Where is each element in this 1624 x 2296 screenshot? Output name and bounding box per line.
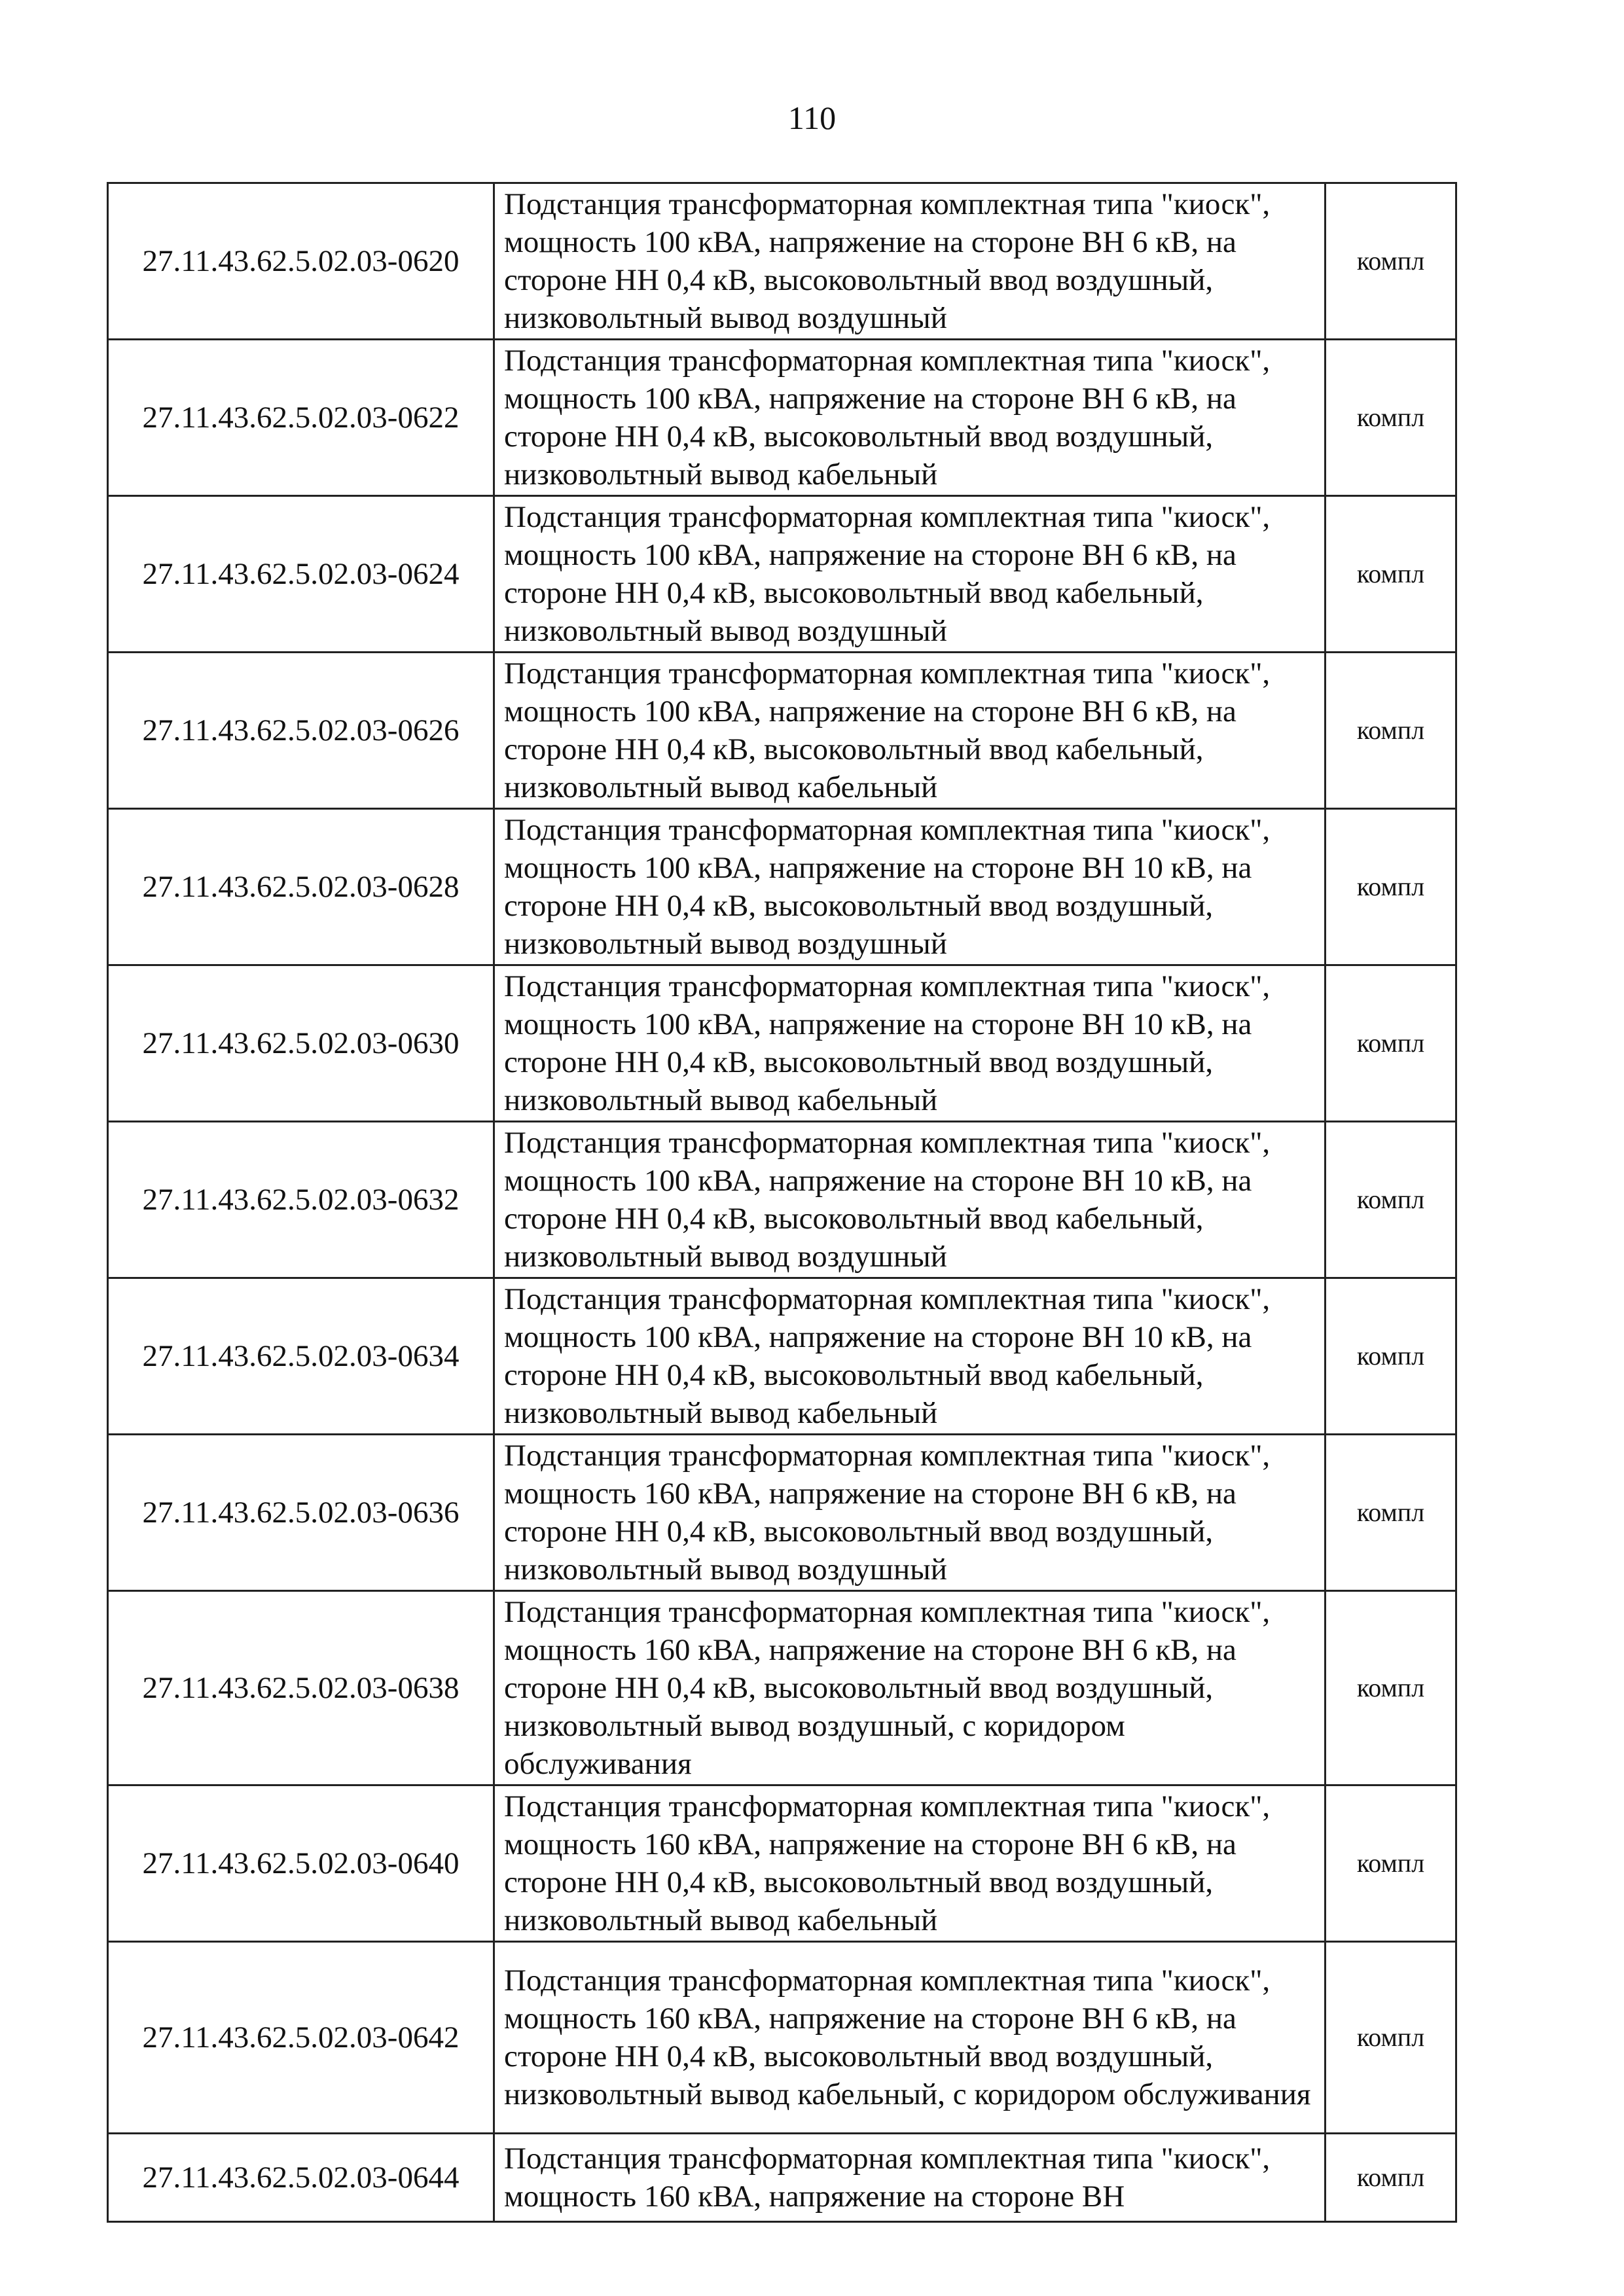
resource-code: 27.11.43.62.5.02.03-0634	[108, 1278, 494, 1435]
unit-of-measure: компл	[1326, 1785, 1456, 1942]
resource-table-body	[108, 183, 1456, 2222]
unit-of-measure: компл	[1326, 1435, 1456, 1591]
unit-of-measure: компл	[1326, 183, 1456, 340]
resource-code: 27.11.43.62.5.02.03-0624	[108, 496, 494, 653]
resource-description: Подстанция трансформаторная комплектная типа "киоск", мощность 160 кВА, напряжение на стороне ВН 6 кВ, на стороне НН 0,4 кВ, высоковольтный ввод воздушный, низковольтный вывод воздушный, с коридором обслуживания	[494, 1591, 1326, 1785]
resource-code: 27.11.43.62.5.02.03-0644	[108, 2134, 494, 2222]
table-row	[108, 183, 1456, 340]
resource-description: Подстанция трансформаторная комплектная типа "киоск", мощность 100 кВА, напряжение на стороне ВН 10 кВ, на стороне НН 0,4 кВ, высоковольтный ввод кабельный, низковольтный вывод воздушный	[494, 1122, 1326, 1278]
unit-of-measure: компл	[1326, 1591, 1456, 1785]
resource-code: 27.11.43.62.5.02.03-0638	[108, 1591, 494, 1785]
resource-code: 27.11.43.62.5.02.03-0642	[108, 1942, 494, 2134]
resource-table-container	[107, 182, 1455, 2223]
resource-code: 27.11.43.62.5.02.03-0628	[108, 809, 494, 965]
page-number: 110	[787, 99, 837, 136]
resource-description: Подстанция трансформаторная комплектная типа "киоск", мощность 160 кВА, напряжение на стороне ВН 6 кВ, на стороне НН 0,4 кВ, высоковольтный ввод воздушный, низковольтный вывод кабельный	[494, 1785, 1326, 1942]
resource-description: Подстанция трансформаторная комплектная типа "киоск", мощность 100 кВА, напряжение на стороне ВН 6 кВ, на стороне НН 0,4 кВ, высоковольтный ввод кабельный, низковольтный вывод кабельный	[494, 653, 1326, 809]
resource-code: 27.11.43.62.5.02.03-0630	[108, 965, 494, 1122]
unit-of-measure: компл	[1326, 809, 1456, 965]
resource-code: 27.11.43.62.5.02.03-0626	[108, 653, 494, 809]
table-row	[108, 809, 1456, 965]
resource-description: Подстанция трансформаторная комплектная типа "киоск", мощность 160 кВА, напряжение на стороне ВН 6 кВ, на стороне НН 0,4 кВ, высоковольтный ввод воздушный, низковольтный вывод кабельный, с коридором обслуживания	[494, 1942, 1326, 2134]
resource-code: 27.11.43.62.5.02.03-0636	[108, 1435, 494, 1591]
resource-code: 27.11.43.62.5.02.03-0640	[108, 1785, 494, 1942]
resource-description: Подстанция трансформаторная комплектная типа "киоск", мощность 100 кВА, напряжение на стороне ВН 6 кВ, на стороне НН 0,4 кВ, высоковольтный ввод кабельный, низковольтный вывод воздушный	[494, 496, 1326, 653]
unit-of-measure: компл	[1326, 2134, 1456, 2222]
resource-description: Подстанция трансформаторная комплектная типа "киоск", мощность 100 кВА, напряжение на стороне ВН 10 кВ, на стороне НН 0,4 кВ, высоковольтный ввод кабельный, низковольтный вывод кабельный	[494, 1278, 1326, 1435]
resource-description: Подстанция трансформаторная комплектная типа "киоск", мощность 160 кВА, напряжение на стороне ВН	[494, 2134, 1326, 2222]
resource-code: 27.11.43.62.5.02.03-0622	[108, 340, 494, 496]
unit-of-measure: компл	[1326, 653, 1456, 809]
table-row	[108, 1278, 1456, 1435]
table-row	[108, 1942, 1456, 2134]
resource-description: Подстанция трансформаторная комплектная типа "киоск", мощность 100 кВА, напряжение на стороне ВН 6 кВ, на стороне НН 0,4 кВ, высоковольтный ввод воздушный, низковольтный вывод кабельный	[494, 340, 1326, 496]
resource-description: Подстанция трансформаторная комплектная типа "киоск", мощность 100 кВА, напряжение на стороне ВН 10 кВ, на стороне НН 0,4 кВ, высоковольтный ввод воздушный, низковольтный вывод воздушный	[494, 809, 1326, 965]
unit-of-measure: компл	[1326, 1942, 1456, 2134]
resource-description: Подстанция трансформаторная комплектная типа "киоск", мощность 160 кВА, напряжение на стороне ВН 6 кВ, на стороне НН 0,4 кВ, высоковольтный ввод воздушный, низковольтный вывод воздушный	[494, 1435, 1326, 1591]
table-row	[108, 2134, 1456, 2222]
unit-of-measure: компл	[1326, 965, 1456, 1122]
resource-description: Подстанция трансформаторная комплектная типа "киоск", мощность 100 кВА, напряжение на стороне ВН 10 кВ, на стороне НН 0,4 кВ, высоковольтный ввод воздушный, низковольтный вывод кабельный	[494, 965, 1326, 1122]
table-row	[108, 653, 1456, 809]
unit-of-measure: компл	[1326, 496, 1456, 653]
table-row	[108, 340, 1456, 496]
unit-of-measure: компл	[1326, 340, 1456, 496]
table-row	[108, 965, 1456, 1122]
table-row	[108, 1122, 1456, 1278]
unit-of-measure: компл	[1326, 1278, 1456, 1435]
table-row	[108, 1785, 1456, 1942]
table-row	[108, 1591, 1456, 1785]
resource-description: Подстанция трансформаторная комплектная типа "киоск", мощность 100 кВА, напряжение на стороне ВН 6 кВ, на стороне НН 0,4 кВ, высоковольтный ввод воздушный, низковольтный вывод воздушный	[494, 183, 1326, 340]
resource-code: 27.11.43.62.5.02.03-0620	[108, 183, 494, 340]
unit-of-measure: компл	[1326, 1122, 1456, 1278]
resource-code: 27.11.43.62.5.02.03-0632	[108, 1122, 494, 1278]
table-row	[108, 1435, 1456, 1591]
resource-table	[107, 182, 1457, 2223]
table-row	[108, 496, 1456, 653]
